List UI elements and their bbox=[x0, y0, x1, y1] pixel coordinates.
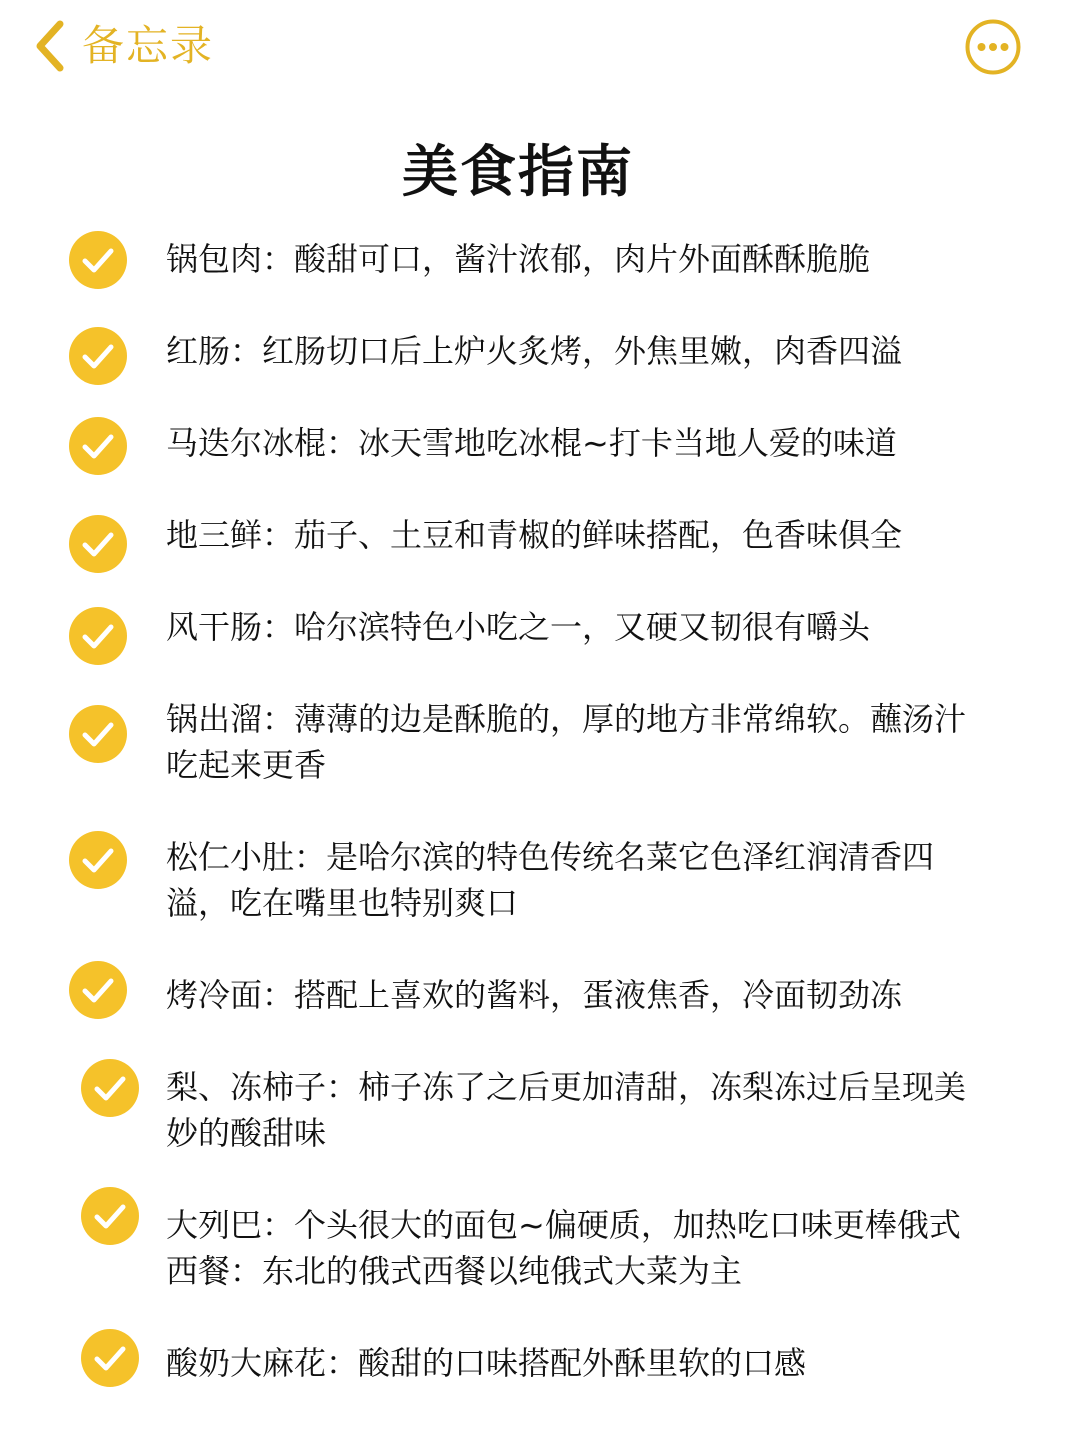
checkmark-circle-icon[interactable] bbox=[68, 416, 128, 476]
back-button-label: 备忘录 bbox=[82, 21, 215, 70]
checkmark-circle-icon[interactable] bbox=[68, 514, 128, 574]
checklist-item-text: 红肠：红肠切口后上炉火炙烤，外焦里嫩，肉香四溢 bbox=[166, 332, 903, 370]
checklist-item-text: 地三鲜：茄子、土豆和青椒的鲜味搭配，色香味俱全 bbox=[166, 516, 903, 554]
checklist-item-text: 大列巴：个头很大的面包~偏硬质，加热吃口味更棒俄式西餐：东北的俄式西餐以纯俄式大菜为主 bbox=[166, 1206, 961, 1290]
checklist-item-text: 锅包肉：酸甜可口，酱汁浓郁，肉片外面酥酥脆脆 bbox=[166, 240, 871, 278]
checkmark-circle-icon[interactable] bbox=[68, 326, 128, 386]
checklist-item-text: 风干肠：哈尔滨特色小吃之一，又硬又韧很有嚼头 bbox=[166, 608, 871, 646]
checklist-item-text: 梨、冻柿子：柿子冻了之后更加清甜，冻梨冻过后呈现美妙的酸甜味 bbox=[166, 1068, 967, 1152]
checkmark-circle-icon[interactable] bbox=[80, 1328, 140, 1388]
checkmark-circle-icon[interactable] bbox=[68, 230, 128, 290]
page-title: 美食指南 bbox=[402, 140, 634, 205]
checkmark-circle-icon[interactable] bbox=[80, 1058, 140, 1118]
checkmark-circle-icon[interactable] bbox=[68, 606, 128, 666]
checklist-item-text: 马迭尔冰棍：冰天雪地吃冰棍~打卡当地人爱的味道 bbox=[166, 424, 897, 462]
checklist-item-text: 酸奶大麻花：酸甜的口味搭配外酥里软的口感 bbox=[166, 1344, 807, 1382]
checkmark-circle-icon[interactable] bbox=[68, 830, 128, 890]
checklist-item-text: 松仁小肚：是哈尔滨的特色传统名菜它色泽红润清香四溢，吃在嘴里也特别爽口 bbox=[166, 838, 935, 922]
checklist-item-text: 锅出溜：薄薄的边是酥脆的，厚的地方非常绵软。蘸汤汁吃起来更香 bbox=[166, 700, 967, 784]
checklist-item-text: 烤冷面：搭配上喜欢的酱料，蛋液焦香，冷面韧劲冻 bbox=[166, 976, 903, 1014]
checkmark-circle-icon[interactable] bbox=[80, 1186, 140, 1246]
checkmark-circle-icon[interactable] bbox=[68, 704, 128, 764]
checkmark-circle-icon[interactable] bbox=[68, 960, 128, 1020]
